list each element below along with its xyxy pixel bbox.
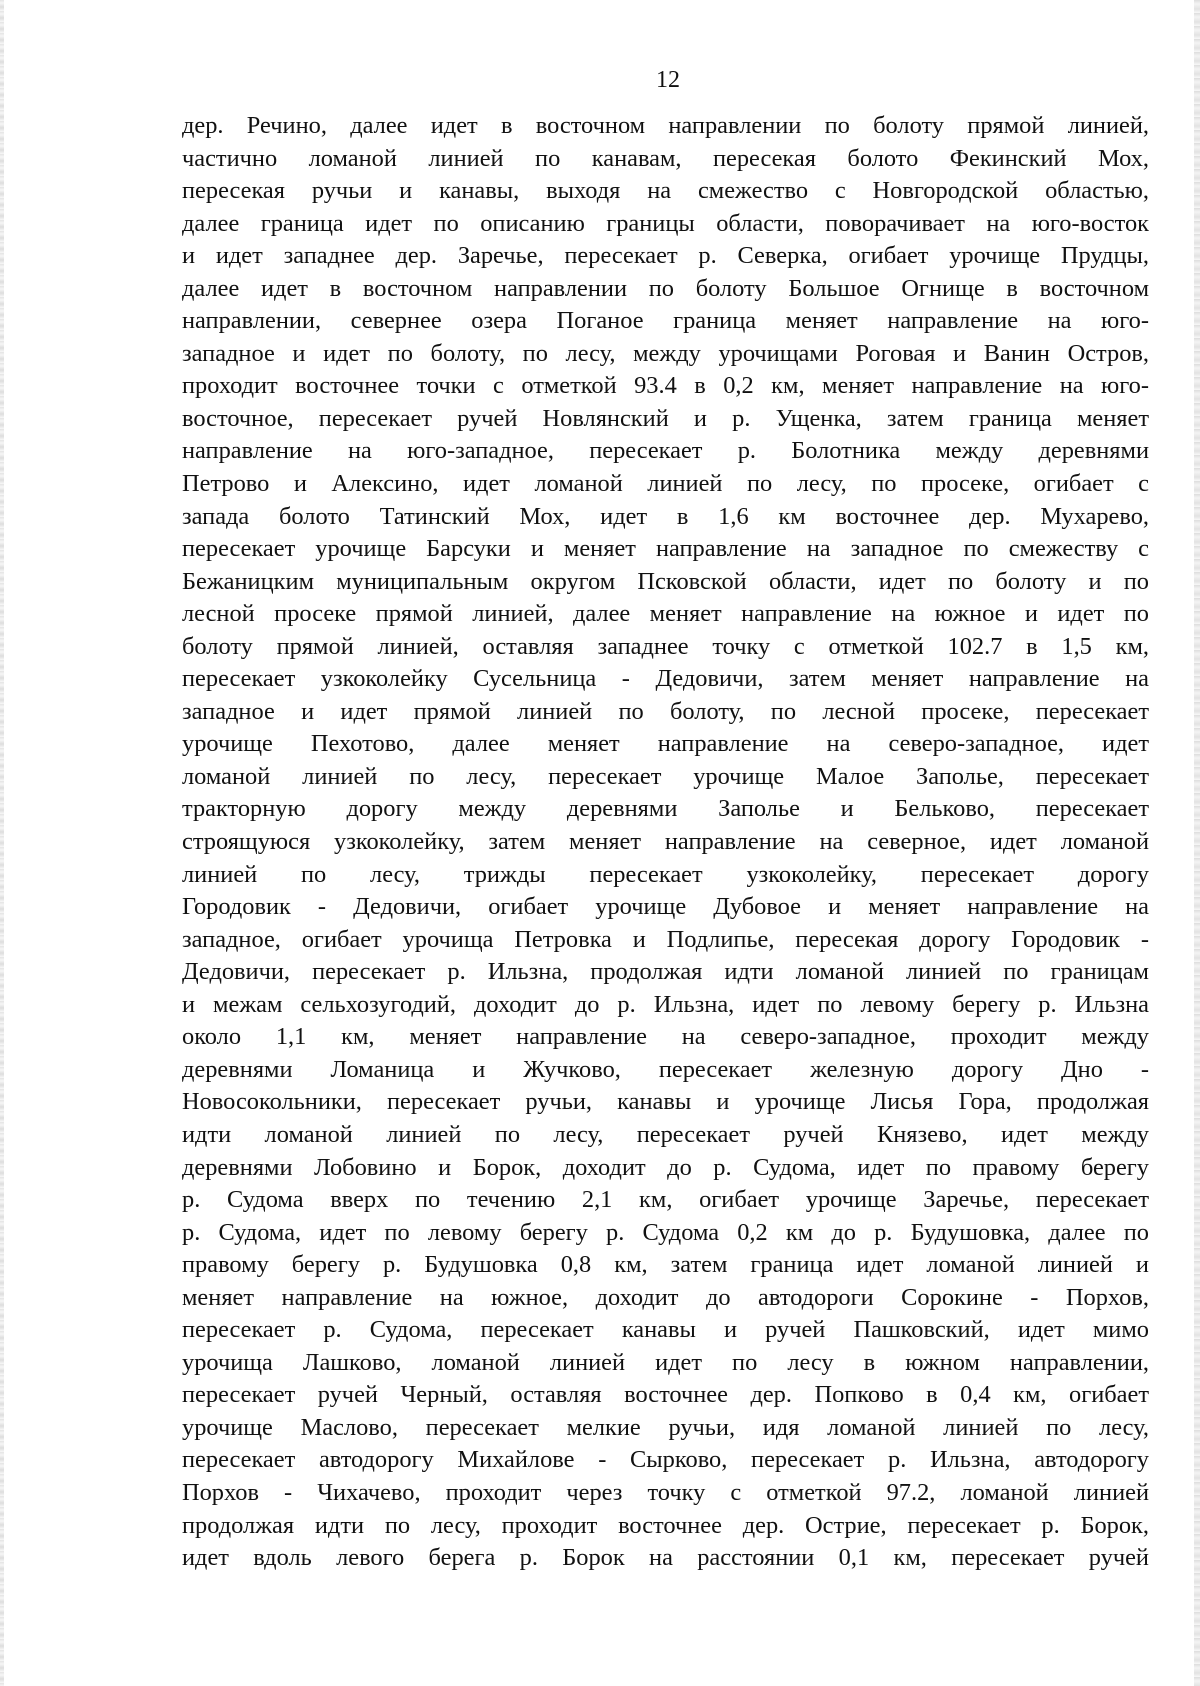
text-line: и идет западнее дер. Заречье, пересекает р. Северка, огибает урочище Прудцы, [182, 242, 1149, 270]
text-line: западное и идет по болоту, по лесу, между урочищами Роговая и Ванин Остров, [182, 339, 1149, 367]
text-line: Порхов - Чихачево, проходит через точку с отметкой 97.2, ломаной линией [182, 1478, 1149, 1506]
text-line: урочища Лашково, ломаной линией идет по лесу в южном направлении, [182, 1348, 1149, 1376]
text-line: деревнями Ломаница и Жучково, пересекает железную дорогу Дно - [182, 1055, 1149, 1083]
text-line: пересекая ручьи и канавы, выходя на смежество с Новгородской областью, [182, 177, 1149, 205]
text-line: ломаной линией по лесу, пересекает урочище Малое Заполье, пересекает [182, 762, 1149, 790]
text-line: р. Судома вверх по течению 2,1 км, огибает урочище Заречье, пересекает [182, 1186, 1149, 1214]
text-line: западное и идет прямой линией по болоту, по лесной просеке, пересекает [182, 697, 1149, 725]
text-line: далее граница идет по описанию границы области, поворачивает на юго-восток [182, 209, 1149, 237]
text-line: идет вдоль левого берега р. Борок на расстоянии 0,1 км, пересекает ручей [182, 1544, 1149, 1572]
text-line: Дедовичи, пересекает р. Ильзна, продолжая идти ломаной линией по границам [182, 958, 1149, 986]
text-line: идти ломаной линией по лесу, пересекает ручей Князево, идет между [182, 1120, 1149, 1148]
text-line: частично ломаной линией по канавам, пересекая болото Фекинский Мох, [182, 144, 1149, 172]
text-line: пересекает узкоколейку Сусельница - Дедовичи, затем меняет направление на [182, 665, 1149, 693]
text-line: деревнями Лобовино и Борок, доходит до р. Судома, идет по правому берегу [182, 1153, 1149, 1181]
text-line: Петрово и Алексино, идет ломаной линией по лесу, по просеке, огибает с [182, 470, 1149, 498]
scan-edge-left [0, 0, 4, 1686]
text-line: далее идет в восточном направлении по болоту Большое Огнище в восточном [182, 274, 1149, 302]
text-line: направление на юго-западное, пересекает р. Болотника между деревнями [182, 437, 1149, 465]
text-line: Городовик - Дедовичи, огибает урочище Дубовое и меняет направление на [182, 893, 1149, 921]
text-line: западное, огибает урочища Петровка и Подлипье, пересекая дорогу Городовик - [182, 925, 1149, 953]
text-line: линией по лесу, трижды пересекает узкоколейку, пересекает дорогу [182, 860, 1149, 888]
text-line: пересекает р. Судома, пересекает канавы и ручей Пашковский, идет мимо [182, 1316, 1149, 1344]
text-line: тракторную дорогу между деревнями Заполье и Бельково, пересекает [182, 795, 1149, 823]
scan-edge-right [1194, 0, 1200, 1686]
document-body [182, 110, 1149, 1575]
text-line: пересекает ручей Черный, оставляя восточнее дер. Попково в 0,4 км, огибает [182, 1381, 1149, 1409]
text-line: Новосокольники, пересекает ручьи, канавы и урочище Лисья Гора, продолжая [182, 1088, 1149, 1116]
text-line: р. Судома, идет по левому берегу р. Судома 0,2 км до р. Будушовка, далее по [182, 1218, 1149, 1246]
text-line: и межам сельхозугодий, доходит до р. Ильзна, идет по левому берегу р. Ильзна [182, 990, 1149, 1018]
text-line: урочище Пехотово, далее меняет направление на северо-западное, идет [182, 730, 1149, 758]
text-line: восточное, пересекает ручей Новлянский и р. Ущенка, затем граница меняет [182, 404, 1149, 432]
text-line: продолжая идти по лесу, проходит восточнее дер. Острие, пересекает р. Борок, [182, 1511, 1149, 1539]
text-line: болоту прямой линией, оставляя западнее точку с отметкой 102.7 в 1,5 км, [182, 632, 1149, 660]
text-line: урочище Маслово, пересекает мелкие ручьи, идя ломаной линией по лесу, [182, 1413, 1149, 1441]
text-line: около 1,1 км, меняет направление на северо-западное, проходит между [182, 1023, 1149, 1051]
text-line: проходит восточнее точки с отметкой 93.4 в 0,2 км, меняет направление на юго- [182, 372, 1149, 400]
text-line: пересекает автодорогу Михайлове - Сырково, пересекает р. Ильзна, автодорогу [182, 1446, 1149, 1474]
text-line: направлении, севернее озера Поганое граница меняет направление на юго- [182, 307, 1149, 335]
page-number: 12 [656, 67, 680, 93]
text-line: строящуюся узкоколейку, затем меняет направление на северное, идет ломаной [182, 828, 1149, 856]
text-line: лесной просеке прямой линией, далее меняет направление на южное и идет по [182, 600, 1149, 628]
text-line: дер. Речино, далее идет в восточном направлении по болоту прямой линией, [182, 112, 1149, 139]
text-line: Бежаницким муниципальным округом Псковской области, идет по болоту и по [182, 567, 1149, 595]
text-line: правому берегу р. Будушовка 0,8 км, затем граница идет ломаной линией и [182, 1251, 1149, 1279]
text-line: пересекает урочище Барсуки и меняет направление на западное по смежеству с [182, 535, 1149, 563]
text-line: запада болото Татинский Мох, идет в 1,6 км восточнее дер. Мухарево, [182, 502, 1149, 530]
text-line: меняет направление на южное, доходит до автодороги Сорокине - Порхов, [182, 1283, 1149, 1311]
